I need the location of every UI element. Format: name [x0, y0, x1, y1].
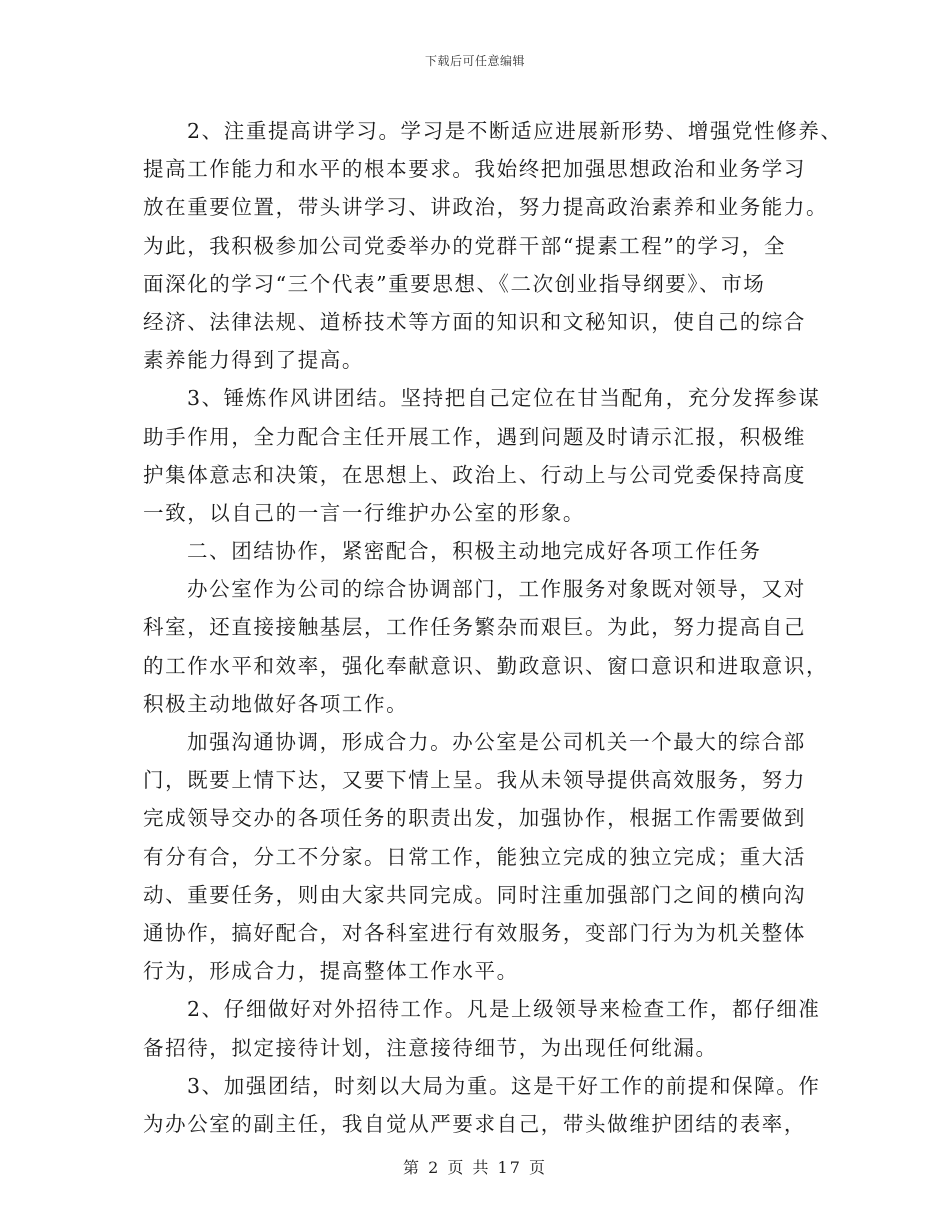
paragraph-line: 护集体意志和决策，在思想上、政治上、行动上与公司党委保持高度	[143, 462, 806, 487]
paragraph-line: 2、仔细做好对外招待工作。凡是上级领导来检查工作，都仔细准	[187, 997, 821, 1022]
paragraph-line: 科室，还直接接触基层，工作任务繁杂而艰巨。为此，努力提高自己	[143, 615, 806, 640]
paragraph-line: 一致，以自己的一言一行维护办公室的形象。	[143, 500, 585, 525]
page-footer: 第 2 页 共 17 页	[403, 1158, 547, 1177]
paragraph-line: 通协作，搞好配合，对各科室进行有效服务，变部门行为为机关整体	[143, 920, 806, 945]
paragraph-line: 行为，形成合力，提高整体工作水平。	[143, 959, 519, 984]
paragraph-line: 加强沟通协调，形成合力。办公室是公司机关一个最大的综合部	[187, 730, 806, 754]
paragraph-line: 为办公室的副主任，我自觉从严要求自己，带头做维护团结的表率，	[143, 1111, 806, 1136]
section-heading: 二、团结协作，紧密配合，积极主动地完成好各项工作任务	[187, 539, 762, 564]
paragraph-line: 放在重要位置，带头讲学习、讲政治，努力提高政治素养和业务能力。	[143, 195, 829, 220]
paragraph-line: 有分有合，分工不分家。日常工作，能独立完成的独立完成；重大活	[143, 844, 806, 869]
document-body	[143, 112, 843, 1143]
paragraph-line: 2、注重提高讲学习。学习是不断适应进展新形势、增强党性修养、	[187, 119, 843, 143]
paragraph-line: 提高工作能力和水平的根本要求。我始终把加强思想政治和业务学习	[143, 157, 806, 182]
paragraph-line: 办公室作为公司的综合协调部门，工作服务对象既对领导，又对	[187, 577, 806, 602]
page-header: 下载后可任意编辑	[424, 54, 525, 68]
paragraph-line: 助手作用，全力配合主任开展工作，遇到问题及时请示汇报，积极维	[143, 424, 806, 449]
paragraph-line: 的工作水平和效率，强化奉献意识、勤政意识、窗口意识和进取意识，	[143, 653, 829, 678]
paragraph-line: 面深化的学习“三个代表”重要思想、《二次创业指导纲要》、市场	[143, 271, 766, 296]
paragraph-line: 为此，我积极参加公司党委举办的党群干部“提素工程”的学习，全	[143, 233, 786, 258]
paragraph-line: 动、重要任务，则由大家共同完成。同时注重加强部门之间的横向沟	[143, 882, 806, 907]
paragraph-line: 完成领导交办的各项任务的职责出发，加强协作，根据工作需要做到	[143, 806, 806, 831]
paragraph-line: 3、加强团结，时刻以大局为重。这是干好工作的前提和保障。作	[187, 1073, 821, 1098]
paragraph-line: 门，既要上情下达，又要下情上呈。我从未领导提供高效服务，努力	[143, 768, 806, 793]
paragraph-line: 经济、法律法规、道桥技术等方面的知识和文秘知识，使自己的综合	[143, 309, 806, 334]
paragraph-line: 3、锤炼作风讲团结。坚持把自己定位在甘当配角，充分发挥参谋	[187, 386, 821, 411]
paragraph-line: 素养能力得到了提高。	[143, 348, 364, 373]
paragraph-line: 积极主动地做好各项工作。	[143, 691, 409, 716]
paragraph-line: 备招待，拟定接待计划，注意接待细节，为出现任何纰漏。	[143, 1035, 718, 1060]
